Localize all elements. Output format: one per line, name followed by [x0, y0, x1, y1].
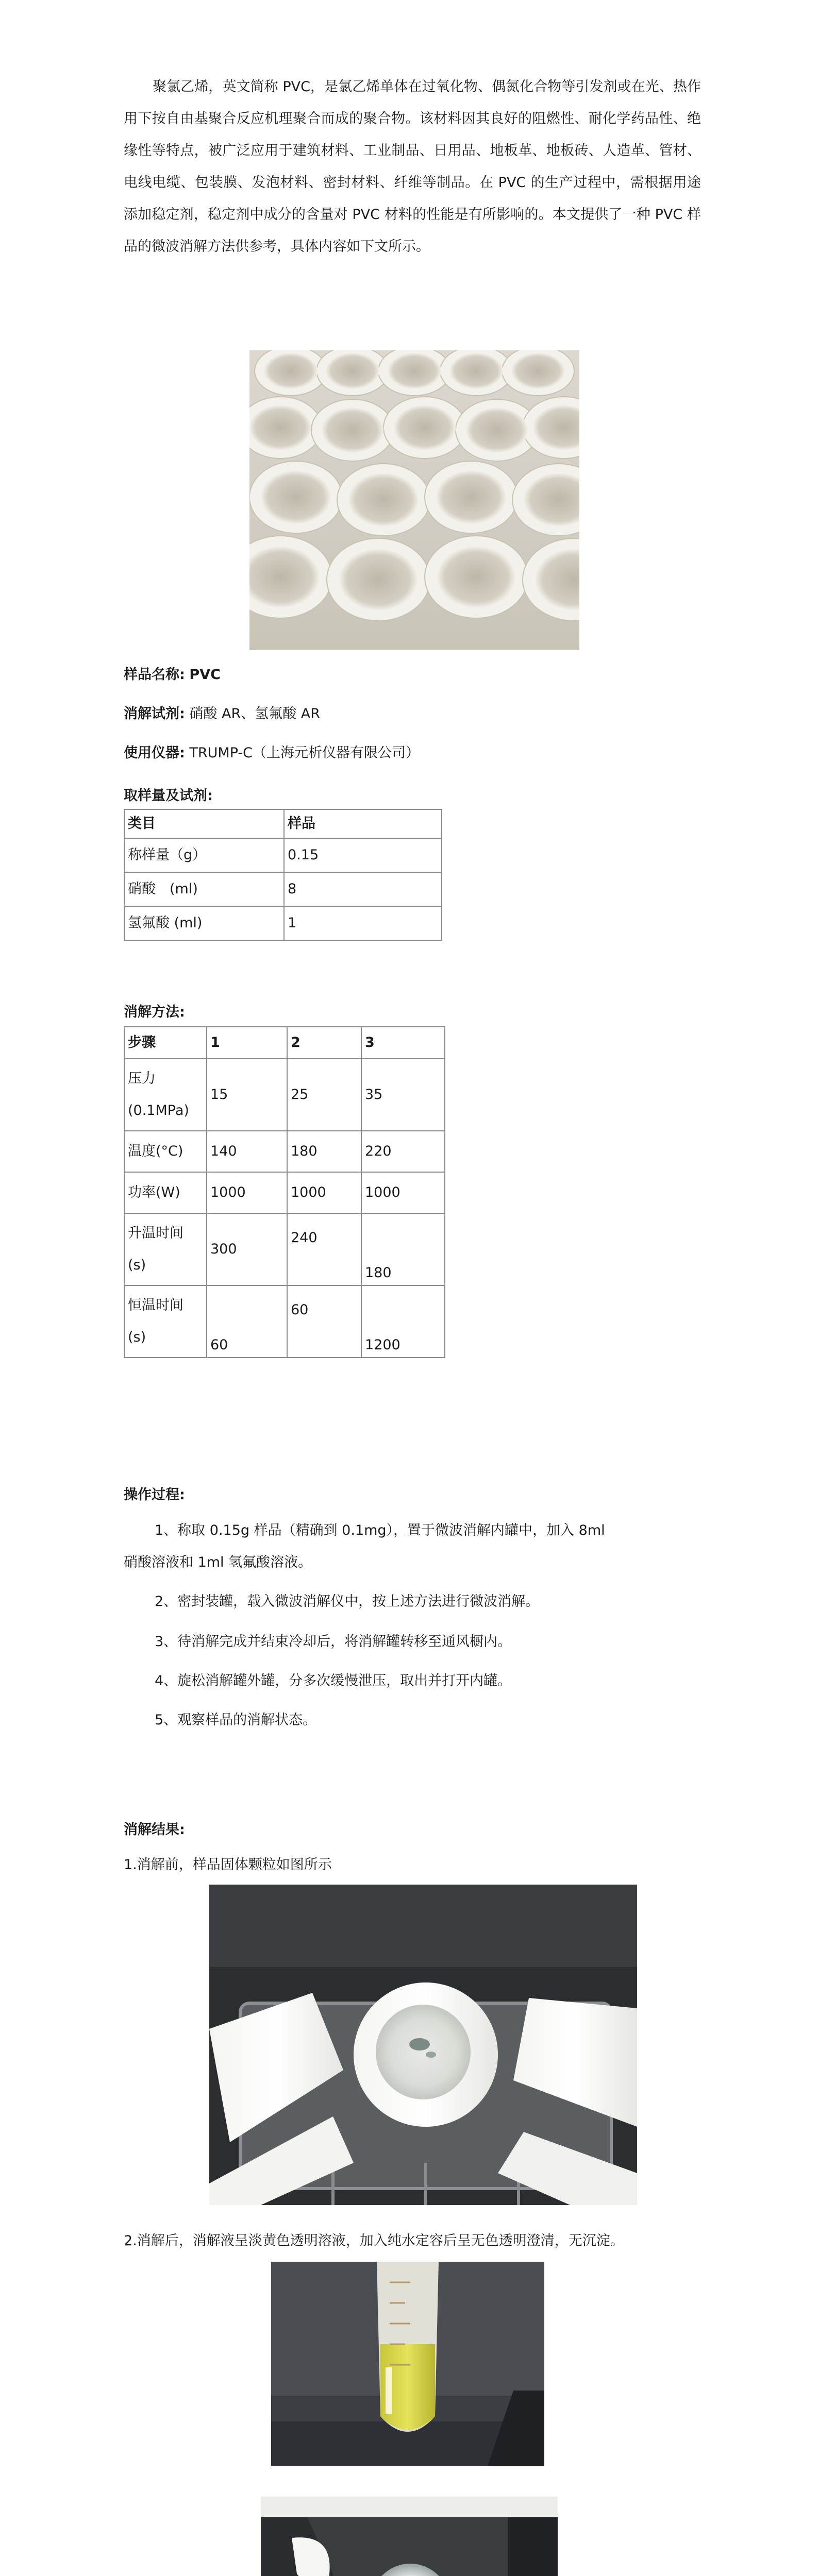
table-header-cell: 样品 — [284, 809, 442, 838]
table-row — [124, 1285, 445, 1358]
table-row — [124, 906, 442, 940]
sample-name-label: 样品名称: — [124, 667, 185, 683]
procedure-heading: 操作过程: — [124, 1487, 185, 1503]
ramp-unit: (s) — [128, 1257, 146, 1273]
method-table — [124, 1026, 445, 1358]
procedure-step-1-cont: 硝酸溶液和 1ml 氢氟酸溶液。 — [124, 1554, 312, 1570]
table-cell: 硝酸 (ml) — [124, 872, 284, 906]
table-row — [124, 809, 442, 838]
table-header-cell: 2 — [287, 1027, 361, 1059]
table-cell: 60 — [287, 1285, 361, 1358]
table-cell: 0.15 — [284, 838, 442, 872]
table-cell: 220 — [361, 1131, 445, 1172]
table-cell: 60 — [207, 1285, 287, 1358]
table-header-cell: 1 — [207, 1027, 287, 1059]
instrument-field — [124, 743, 420, 764]
sample-name-value: PVC — [189, 667, 221, 683]
table-cell — [124, 1213, 207, 1285]
reagent-label: 消解试剂: — [124, 706, 185, 722]
table-cell — [124, 1059, 207, 1131]
after-digestion-tube-photo — [271, 2262, 544, 2466]
ramp-label: 升温时间 — [128, 1225, 183, 1241]
procedure-step-3: 3、待消解完成并结束冷却后，将消解罐转移至通风橱内。 — [155, 1634, 512, 1650]
pressure-unit: (0.1MPa) — [128, 1103, 189, 1118]
table-row — [124, 1172, 445, 1213]
table-row — [124, 1213, 445, 1285]
procedure-step-5: 5、观察样品的消解状态。 — [155, 1712, 317, 1728]
procedure-step-2: 2、密封装罐，载入微波消解仪中，按上述方法进行微波消解。 — [155, 1594, 540, 1609]
method-heading: 消解方法: — [124, 1004, 185, 1020]
table-cell: 180 — [361, 1213, 445, 1285]
sampling-table — [124, 809, 442, 941]
table-cell: 1000 — [287, 1172, 361, 1213]
sample-name-field — [124, 665, 221, 685]
table-cell: 140 — [207, 1131, 287, 1172]
table-header-cell: 类目 — [124, 809, 284, 838]
procedure-step-1: 1、称取 0.15g 样品（精确到 0.1mg），置于微波消解内罐中，加入 8ml — [155, 1522, 605, 1538]
instrument-value: TRUMP-C（上海元析仪器有限公司） — [189, 745, 420, 761]
procedure-step-4: 4、旋松消解罐外罐，分多次缓慢泄压，取出并打开内罐。 — [155, 1673, 512, 1689]
table-row — [124, 1131, 445, 1172]
table-row — [124, 872, 442, 906]
table-cell: 1000 — [207, 1172, 287, 1213]
before-digestion-photo — [209, 1885, 637, 2205]
table-header-cell: 步骤 — [124, 1027, 207, 1059]
table-cell: 称样量（g） — [124, 838, 284, 872]
table-cell: 1 — [284, 906, 442, 940]
table-cell: 氢氟酸 (ml) — [124, 906, 284, 940]
reagent-field — [124, 704, 320, 724]
pvc-pipes-photo — [249, 350, 579, 650]
table-cell — [124, 1285, 207, 1358]
table-cell: 功率(W) — [124, 1172, 207, 1213]
pressure-label: 压力 — [128, 1071, 156, 1087]
intro-paragraph: 聚氯乙烯，英文简称 PVC，是氯乙烯单体在过氧化物、偶氮化合物等引发剂或在光、热作用下按自由基聚合反应机理聚合而成的聚合物。该材料因其良好的阻燃性、耐化学药品性、绝缘性等特点，被广泛应用于建筑材料、工业制品、日用品、地板革、地板砖、人造革、管材、电线电缆、包装膜、发泡材料、密封材料、纤维等制品。在 PVC 的生产过程中，需根据用途添加稳定剂，稳定剂中成分的含量对 PVC 材料的性能是有所影响的。本文提供了一种 PVC 样品的微波消解方法供参考，具体内容如下文所示。 — [124, 79, 701, 255]
table-cell: 180 — [287, 1131, 361, 1172]
table-cell: 300 — [207, 1213, 287, 1285]
table-cell: 240 — [287, 1213, 361, 1285]
table-cell: 温度(°C) — [124, 1131, 207, 1172]
table-row — [124, 1059, 445, 1131]
instrument-label: 使用仪器: — [124, 745, 185, 761]
table-cell: 8 — [284, 872, 442, 906]
sampling-heading: 取样量及试剂: — [124, 788, 213, 804]
reagent-value: 硝酸 AR、氢氟酸 AR — [189, 706, 321, 722]
hold-label: 恒温时间 — [128, 1297, 183, 1313]
table-cell: 1200 — [361, 1285, 445, 1358]
table-cell: 25 — [287, 1059, 361, 1131]
after-digestion-dish-photo — [261, 2497, 558, 2576]
result-2-text: 2.消解后，消解液呈淡黄色透明溶液，加入纯水定容后呈无色透明澄清，无沉淀。 — [124, 2233, 624, 2249]
result-1-text: 1.消解前，样品固体颗粒如图所示 — [124, 1857, 332, 1873]
table-header-cell: 3 — [361, 1027, 445, 1059]
table-cell: 15 — [207, 1059, 287, 1131]
hold-unit: (s) — [128, 1329, 146, 1345]
table-cell: 1000 — [361, 1172, 445, 1213]
result-heading: 消解结果: — [124, 1822, 185, 1838]
table-row — [124, 838, 442, 872]
table-row — [124, 1027, 445, 1059]
table-cell: 35 — [361, 1059, 445, 1131]
